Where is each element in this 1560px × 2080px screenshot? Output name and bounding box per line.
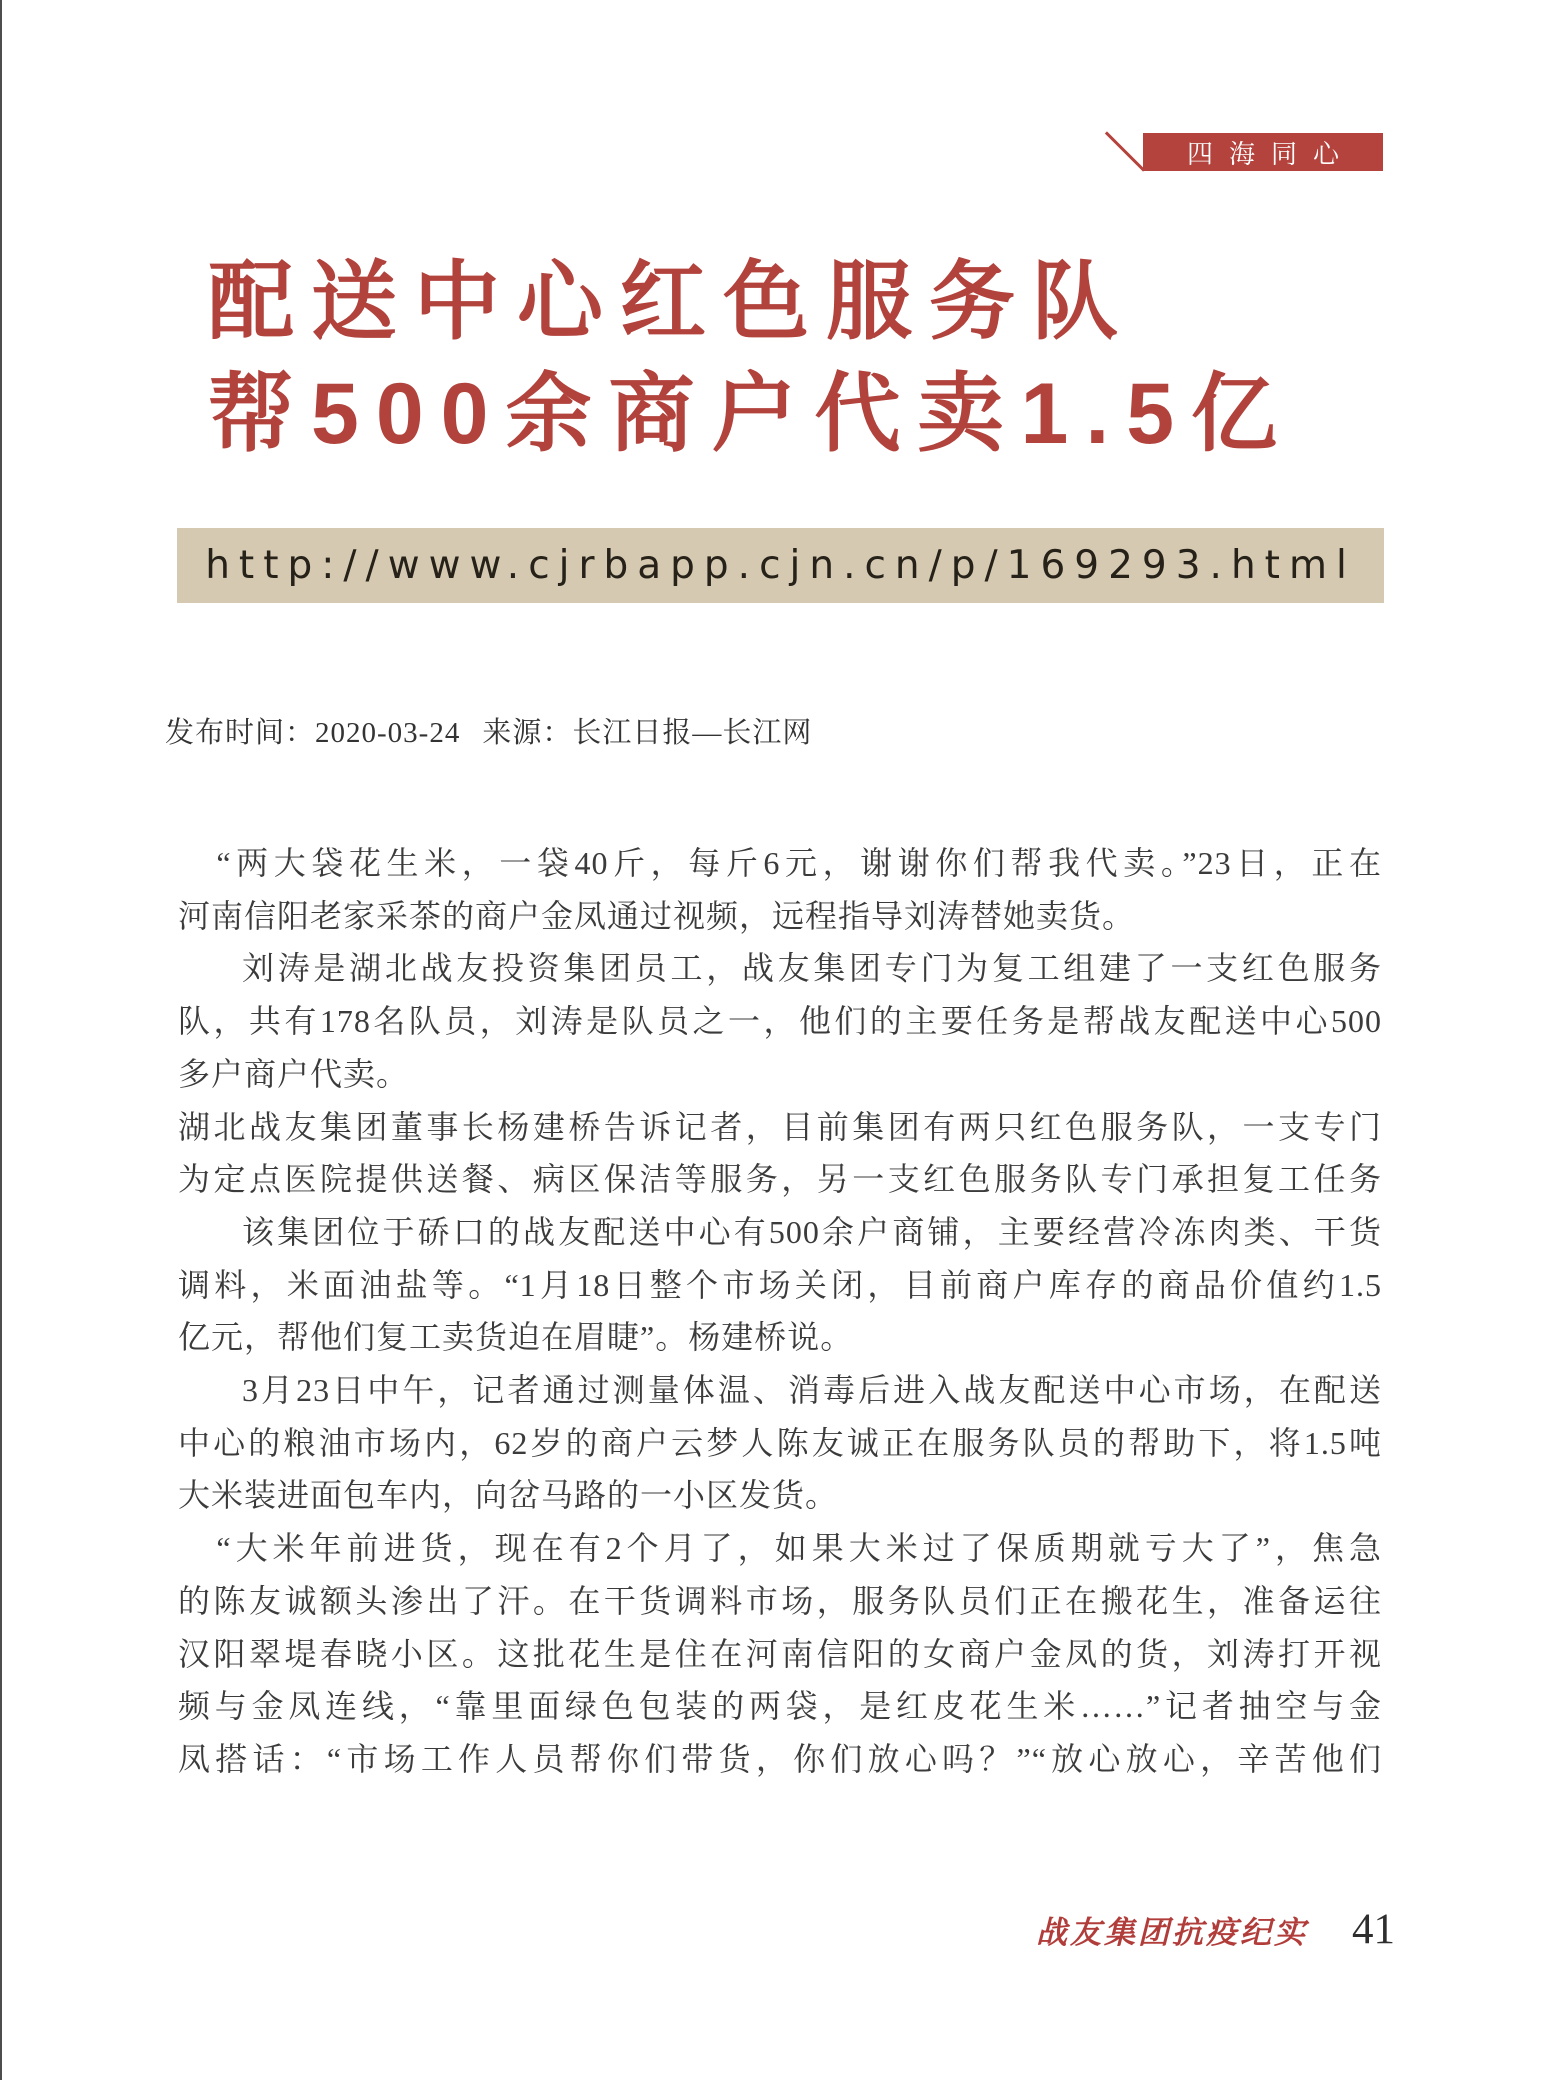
- article-line-1: “两大袋花生米，一袋40斤，每斤6元，谢谢你们帮我代卖。”23日，正在: [216, 845, 1382, 881]
- article-line-3: 刘涛是湖北战友投资集团员工，战友集团专门为复工组建了一支红色服务: [242, 950, 1382, 987]
- article-line-13: 大米装进面包车内，向岔马路的一小区发货。: [178, 1477, 839, 1514]
- article-line-18: 凤搭话：“市场工作人员帮你们带货，你们放心吗？”“放心放心，辛苦他们: [178, 1740, 1382, 1777]
- footer-caption: 战友集团抗疫纪实: [1036, 1915, 1308, 1950]
- article-line-4: 队，共有178名队员，刘涛是队员之一，他们的主要任务是帮战友配送中心500: [178, 1003, 1382, 1040]
- article-line-7: 为定点医院提供送餐、病区保洁等服务，另一支红色服务队专门承担复工任务: [178, 1161, 1382, 1198]
- article-title-line-2: 帮500余商户代卖1.5亿: [208, 366, 1295, 462]
- article-line-10: 亿元，帮他们复工卖货迫在眉睫”。杨建桥说。: [178, 1319, 854, 1356]
- article-line-14: “大米年前进货，现在有2个月了，如果大米过了保质期就亏大了”，焦急: [216, 1530, 1382, 1567]
- section-badge: [1143, 133, 1383, 171]
- publish-date-label: 发布时间：: [165, 717, 316, 749]
- publish-date-value: 2020-03-24: [315, 717, 461, 749]
- article-line-9: 调料，米面油盐等。“1月18日整个市场关闭，目前商户库存的商品价值约1.5: [178, 1266, 1382, 1303]
- section-badge-label: 四海同心: [1186, 138, 1355, 169]
- article-line-16: 汉阳翠堤春晓小区。这批花生是住在河南信阳的女商户金凤的货，刘涛打开视: [178, 1635, 1382, 1672]
- article-line-12: 中心的粮油市场内，62岁的商户云梦人陈友诚正在服务队员的帮助下，将1.5吨: [178, 1424, 1382, 1461]
- url-bar: [177, 528, 1384, 603]
- article-line-8: 该集团位于硚口的战友配送中心有500余户商铺，主要经营冷冻肉类、干货: [242, 1213, 1382, 1250]
- article-title-line-1: 配送中心红色服务队: [208, 254, 1135, 350]
- article-line-2: 河南信阳老家采茶的商户金凤通过视频，远程指导刘涛替她卖货。: [178, 897, 1136, 934]
- url-text: http://www.cjrbapp.cjn.cn/p/169293.html: [205, 543, 1356, 588]
- page-number: 41: [1352, 1906, 1395, 1953]
- article-line-6: 湖北战友集团董事长杨建桥告诉记者，目前集团有两只红色服务队，一支专门: [178, 1108, 1382, 1145]
- source-label: 来源：: [482, 717, 573, 749]
- article-line-15: 的陈友诚额头渗出了汗。在干货调料市场，服务队员们正在搬花生，准备运往: [178, 1582, 1382, 1619]
- article-line-17: 频与金凤连线，“靠里面绿色包装的两袋，是红皮花生米……”记者抽空与金: [178, 1688, 1382, 1725]
- publish-meta: [165, 710, 812, 751]
- article-title: [208, 246, 1294, 470]
- article-line-5: 多户商户代卖。: [178, 1055, 410, 1092]
- article-line-11: 3月23日中午，记者通过测量体温、消毒后进入战友配送中心市场，在配送: [242, 1372, 1382, 1409]
- left-edge-rule: [0, 0, 2, 2080]
- article-body: [178, 837, 1382, 1786]
- badge-diagonal-line-icon: [1105, 131, 1145, 171]
- source-value: 长江日报—长江网: [572, 717, 813, 749]
- page-footer: [1036, 1905, 1395, 1954]
